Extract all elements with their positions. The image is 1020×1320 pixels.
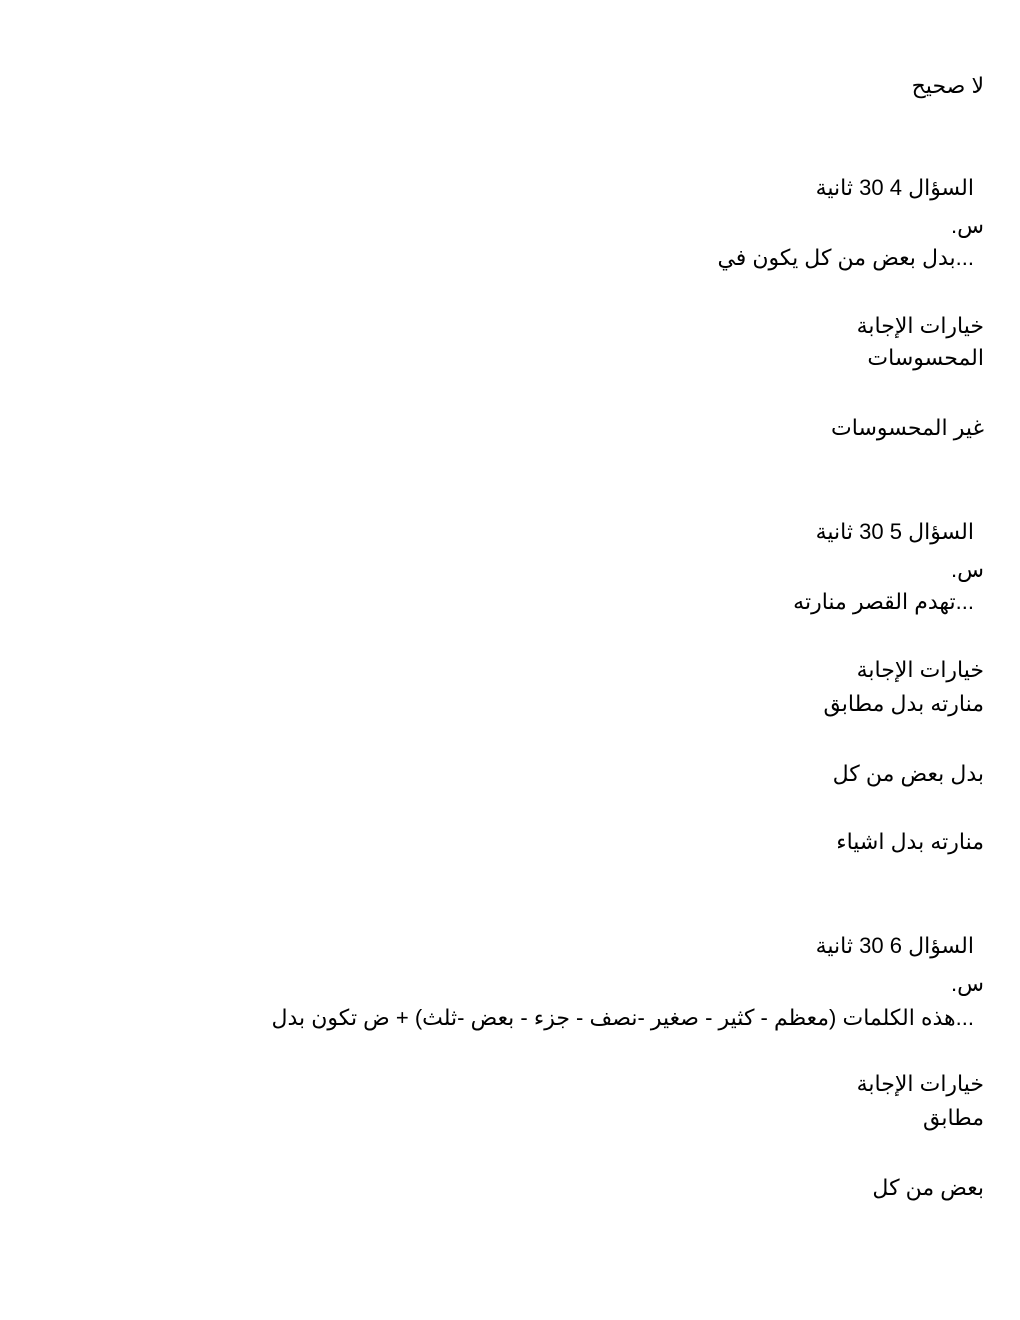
answer-option: منارته بدل مطابق [823,691,984,716]
answer-option: بدل بعض من كل [832,761,984,786]
question-header: السؤال 6 30 ثانية [815,933,974,958]
question-text: ...تهدم القصر منارته [793,589,974,614]
question-label: س. [951,213,984,238]
question-label: س. [951,971,984,996]
answer-option: غير المحسوسات [831,415,984,440]
options-title: خيارات الإجابة [856,1071,984,1096]
question-text: ...بدل بعض من كل يكون في [717,245,974,270]
question-label: س. [951,557,984,582]
answer-option: لا صحيح [911,73,984,98]
answer-option: بعض من كل [872,1175,984,1200]
question-header: السؤال 5 30 ثانية [815,519,974,544]
answer-option: منارته بدل اشياء [836,829,984,854]
options-title: خيارات الإجابة [856,657,984,682]
question-text: ...هذه الكلمات (معظم - كثير - صغير -نصف - جزء - بعض -ثلث) + ض تكون بدل [271,1005,974,1030]
answer-option: مطابق [922,1105,984,1130]
options-title: خيارات الإجابة [856,313,984,338]
answer-option: المحسوسات [867,345,984,370]
question-header: السؤال 4 30 ثانية [815,175,974,200]
